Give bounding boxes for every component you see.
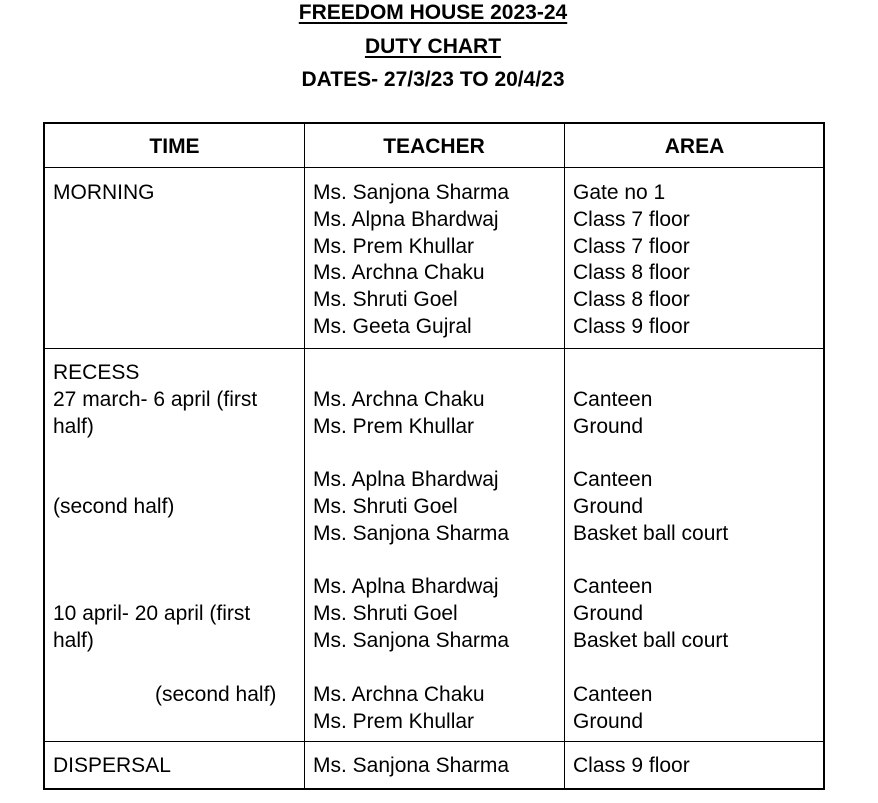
teacher-name: Ms. Prem Khullar — [313, 414, 475, 438]
area-name: Ground — [573, 709, 644, 733]
second-half-label: (second half) — [53, 495, 175, 518]
area-name: Gate no 1 — [573, 181, 666, 204]
recess-teacher-group — [313, 387, 485, 441]
teacher-name: Ms. Sanjona Sharma — [313, 754, 510, 777]
area-name: Class 7 floor — [573, 207, 690, 231]
area-name: Class 8 floor — [573, 261, 690, 285]
period-label: 27 march- 6 april (first — [53, 387, 258, 411]
area-name: Class 9 floor — [573, 754, 690, 777]
teacher-name: Ms. Shruti Goel — [313, 288, 458, 312]
area-name: Canteen — [573, 683, 653, 706]
dispersal-area-cell — [573, 753, 690, 780]
teacher-name: Ms. Shruti Goel — [313, 601, 458, 625]
row-divider — [45, 348, 823, 349]
dispersal-teacher-cell — [313, 753, 509, 780]
area-name: Canteen — [573, 575, 653, 598]
area-name: Basket ball court — [573, 521, 729, 545]
recess-teacher-group — [313, 682, 485, 736]
header-row-divider — [45, 167, 823, 168]
area-name: Canteen — [573, 468, 653, 491]
teacher-name: Ms. Prem Khullar — [313, 709, 475, 733]
teacher-name: Ms. Aplna Bhardwaj — [313, 468, 499, 491]
teacher-name: Ms. Geeta Gujral — [313, 314, 472, 338]
area-name: Class 8 floor — [573, 288, 690, 312]
area-name: Canteen — [573, 388, 653, 411]
teacher-name: Ms. Prem Khullar — [313, 234, 475, 258]
recess-area-group — [573, 682, 652, 736]
morning-teacher-cell — [313, 180, 509, 341]
recess-area-group — [573, 574, 728, 654]
recess-label: RECESS — [53, 361, 140, 384]
column-header-teacher: TEACHER — [383, 135, 485, 158]
area-name: Ground — [573, 601, 644, 625]
area-name: Ground — [573, 414, 644, 438]
column-divider — [304, 124, 305, 788]
teacher-name: Ms. Sanjona Sharma — [313, 628, 510, 652]
morning-time-cell: MORNING — [53, 181, 155, 204]
second-half-label: (second half) — [155, 683, 277, 706]
area-name: Ground — [573, 494, 644, 518]
row-divider — [45, 741, 823, 742]
teacher-name: Ms. Shruti Goel — [313, 494, 458, 518]
area-name: Basket ball court — [573, 628, 729, 652]
morning-area-cell — [573, 180, 690, 341]
recess-area-group — [573, 467, 728, 547]
dispersal-time-cell: DISPERSAL — [53, 754, 171, 777]
area-name: Class 7 floor — [573, 234, 690, 258]
teacher-name: Ms. Sanjona Sharma — [313, 521, 510, 545]
recess-area-group — [573, 387, 652, 441]
teacher-name: Ms. Aplna Bhardwaj — [313, 575, 499, 598]
document-subtitle: DUTY CHART — [364, 35, 502, 58]
recess-teacher-group — [313, 467, 509, 547]
recess-time-cell — [53, 360, 257, 440]
recess-teacher-group — [313, 574, 509, 654]
teacher-name: Ms. Archna Chaku — [313, 388, 485, 411]
document-title: FREEDOM HOUSE 2023-24 — [298, 1, 568, 24]
period-label: 10 april- 20 april (first half) — [53, 602, 251, 652]
area-name: Class 9 floor — [573, 314, 690, 338]
teacher-name: Ms. Archna Chaku — [313, 683, 485, 706]
teacher-name: Ms. Archna Chaku — [313, 261, 485, 285]
duty-chart-table — [43, 122, 825, 790]
column-divider — [564, 124, 565, 788]
document-dates: DATES- 27/3/23 TO 20/4/23 — [301, 68, 565, 91]
column-header-time: TIME — [149, 135, 200, 158]
teacher-name: Ms. Alpna Bhardwaj — [313, 207, 499, 231]
teacher-name: Ms. Sanjona Sharma — [313, 181, 510, 204]
period-label: half) — [53, 414, 94, 438]
column-header-area: AREA — [664, 135, 725, 158]
